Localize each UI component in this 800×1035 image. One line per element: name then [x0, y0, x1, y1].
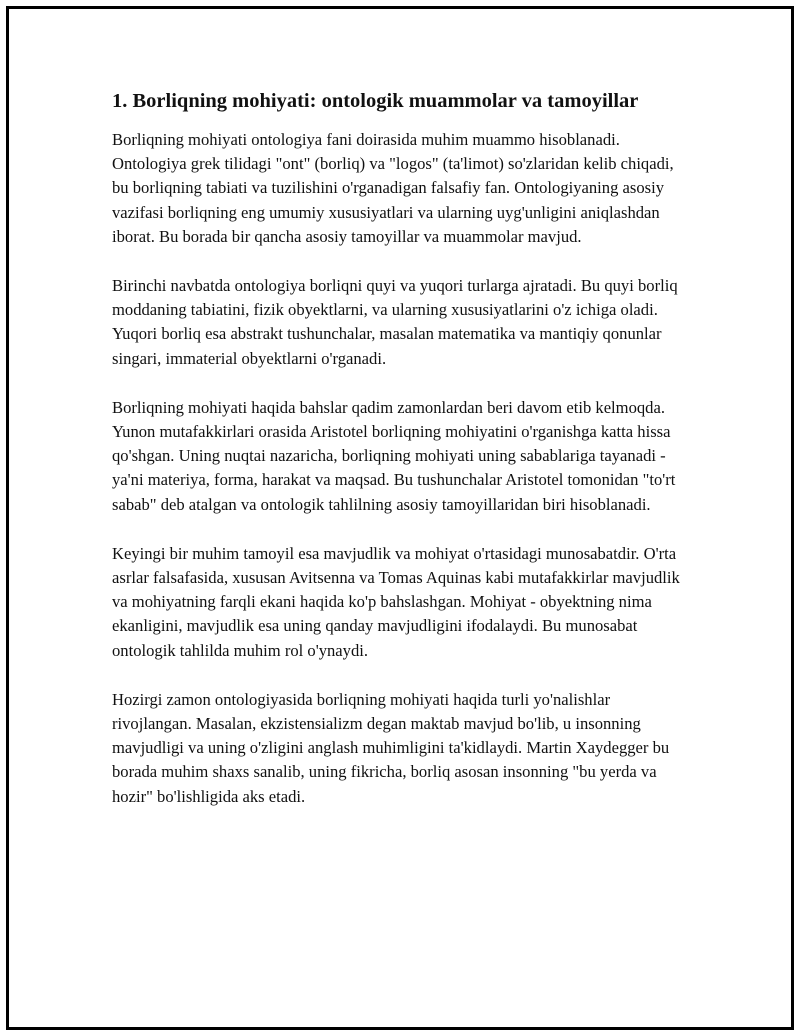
document-body [112, 88, 687, 834]
paragraph-5: Hozirgi zamon ontologiyasida borliqning mohiyati haqida turli yo'nalishlar rivojlangan. Masalan, ekzistensializm degan maktab mavjud bo'lib, u insonning mavjudligi va uning o'zligini anglash muhimligini ta'kidlaydi. Martin Xaydegger bu borada muhim shaxs sanalib, uning fikricha, borliq asosan insonning "bu yerda va hozir" bo'lishligida aks etadi. [112, 689, 670, 806]
paragraph-2: Birinchi navbatda ontologiya borliqni quyi va yuqori turlarga ajratadi. Bu quyi borliq moddaning tabiatini, fizik obyektlarni, va ularning xususiyatlarini o'z ichiga oladi. Yuqori borliq esa abstrakt tushunchalar, masalan matematika va mantiqiy qonunlar singari, immaterial obyektlarni o'rganadi. [112, 276, 678, 368]
paragraph-4: Keyingi bir muhim tamoyil esa mavjudlik va mohiyat o'rtasidagi munosabatdir. O'rta asrlar falsafasida, xususan Avitsenna va Tomas Aquinas kabi mutafakkirlar mavjudlik va mohiyatning farqli ekani haqida ko'p bahslashgan. Mohiyat - obyektning nima ekanligini, mavjudlik esa uning qanday mavjudligini ifodalaydi. Bu munosabat ontologik tahlilda muhim rol o'ynaydi. [112, 543, 680, 660]
paragraph-1: Borliqning mohiyati ontologiya fani doirasida muhim muammo hisoblanadi. Ontologiya grek tilidagi "ont" (borliq) va "logos" (ta'limot) so'zlaridan kelib chiqadi, bu borliqning tabiati va tuzilishini o'rganadigan falsafiy fan. Ontologiyaning asosiy vazifasi borliqning eng umumiy xususiyatlari va ularning uyg'unligini aniqlashdan iborat. Bu borada bir qancha asosiy tamoyillar va muammolar mavjud. [112, 130, 674, 246]
document-title: 1. Borliqning mohiyati: ontologik muammolar va tamoyillar [112, 90, 639, 112]
paragraph-3: Borliqning mohiyati haqida bahslar qadim zamonlardan beri davom etib kelmoqda. Yunon mutafakkirlari orasida Aristotel borliqning mohiyatini o'rganishga katta hissa qo'shgan. Uning nuqtai nazaricha, borliqning mohiyati uning sabablariga tayanadi - ya'ni materiya, forma, harakat va maqsad. Bu tushunchalar Aristotel tomonidan "to'rt sabab" deb atalgan va ontologik tahlilning asosiy tamoyillaridan biri hisoblanadi. [112, 397, 676, 514]
